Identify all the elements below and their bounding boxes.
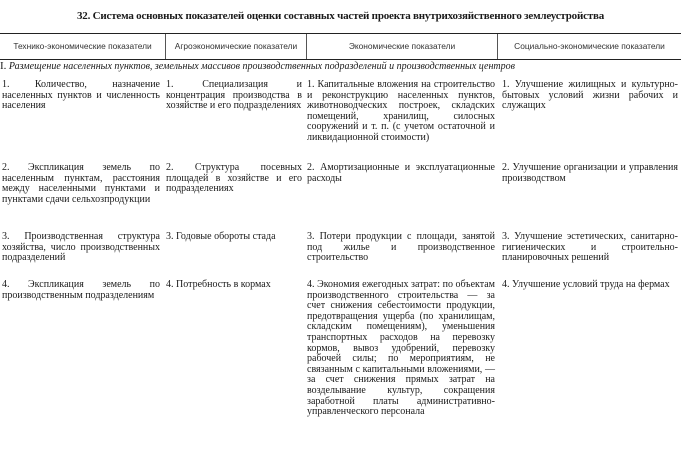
header-technical-economic: Технико-экономические показатели <box>13 40 152 51</box>
table-cell: 3. Улучшение эстетических, санитарно-гигиенических и строительно-планировочных решений <box>502 231 678 264</box>
table-cell: 3. Потери продукции с площади, занятой под жилье и производственное строительство <box>307 231 495 264</box>
table-cell: 2. Экспликация земель по населенным пунктам, расстояния между населенными пунктами и пунктами сдачи сельхозпродукции <box>2 162 160 205</box>
table-cell: 1. Капитальные вложения на строительство и реконструкцию населенных пунктов, животноводческих построек, складских помещений, хранилищ, силосных сооружений и т. п. (с учетом остаточной и ликвидационной стоимости) <box>307 79 495 143</box>
table-cell: 3. Годовые обороты стада <box>166 231 276 242</box>
table-cell: 2. Структура посевных площадей в хозяйстве и его подразделениях <box>166 162 302 195</box>
table-title: 32. Система основных показателей оценки составных частей проекта внутрихозяйственного землеустройства <box>76 10 605 22</box>
table-cell: 4. Потребность в кормах <box>166 279 271 290</box>
table-cell: 3. Производственная структура хозяйства, число производственных подразделений <box>2 231 160 264</box>
table-header <box>0 33 681 60</box>
section-title: Размещение населенных пунктов, земельных массивов производственных подразделений и производственных центров <box>8 61 515 72</box>
table-cell: 2. Амортизационные и эксплуатационные расходы <box>307 162 495 184</box>
header-social-economic: Социально-экономические показатели <box>514 40 665 51</box>
header-agro-economic: Агроэкономические показатели <box>174 40 298 51</box>
table-cell: 1. Специализация и концентрация производства в хозяйстве и его подразделениях <box>166 79 302 112</box>
table-cell: 4. Улучшение условий труда на фермах <box>502 279 670 290</box>
table-cell: 2. Улучшение организации и управления производством <box>502 162 678 184</box>
table-cell: 1. Количество, назначение населенных пунктов и численность населения <box>2 79 160 112</box>
section-number: I. <box>0 60 7 72</box>
table-cell: 1. Улучшение жилищных и культурно-бытовых условий жизни рабочих и служащих <box>502 79 678 112</box>
table-cell: 4. Экспликация земель по производственным подразделениям <box>2 279 160 301</box>
section-heading <box>0 60 681 72</box>
table-cell: 4. Экономия ежегодных затрат: по объектам производственного строительства — за счет снижения себестоимости продукции, предотвращения ущерба (по хранилищам, складским помещениям), уменьшения транспортных расходов на перевозку кормов, вывоз удобрений, перевозку рабочей силы; по мероприятиям, не связанным с капитальными вложениями, — за счет снижения прямых затрат на возделывание культур, сокращения заработной платы административно-управленческого персонала <box>307 279 495 418</box>
header-economic: Экономические показатели <box>348 40 456 51</box>
